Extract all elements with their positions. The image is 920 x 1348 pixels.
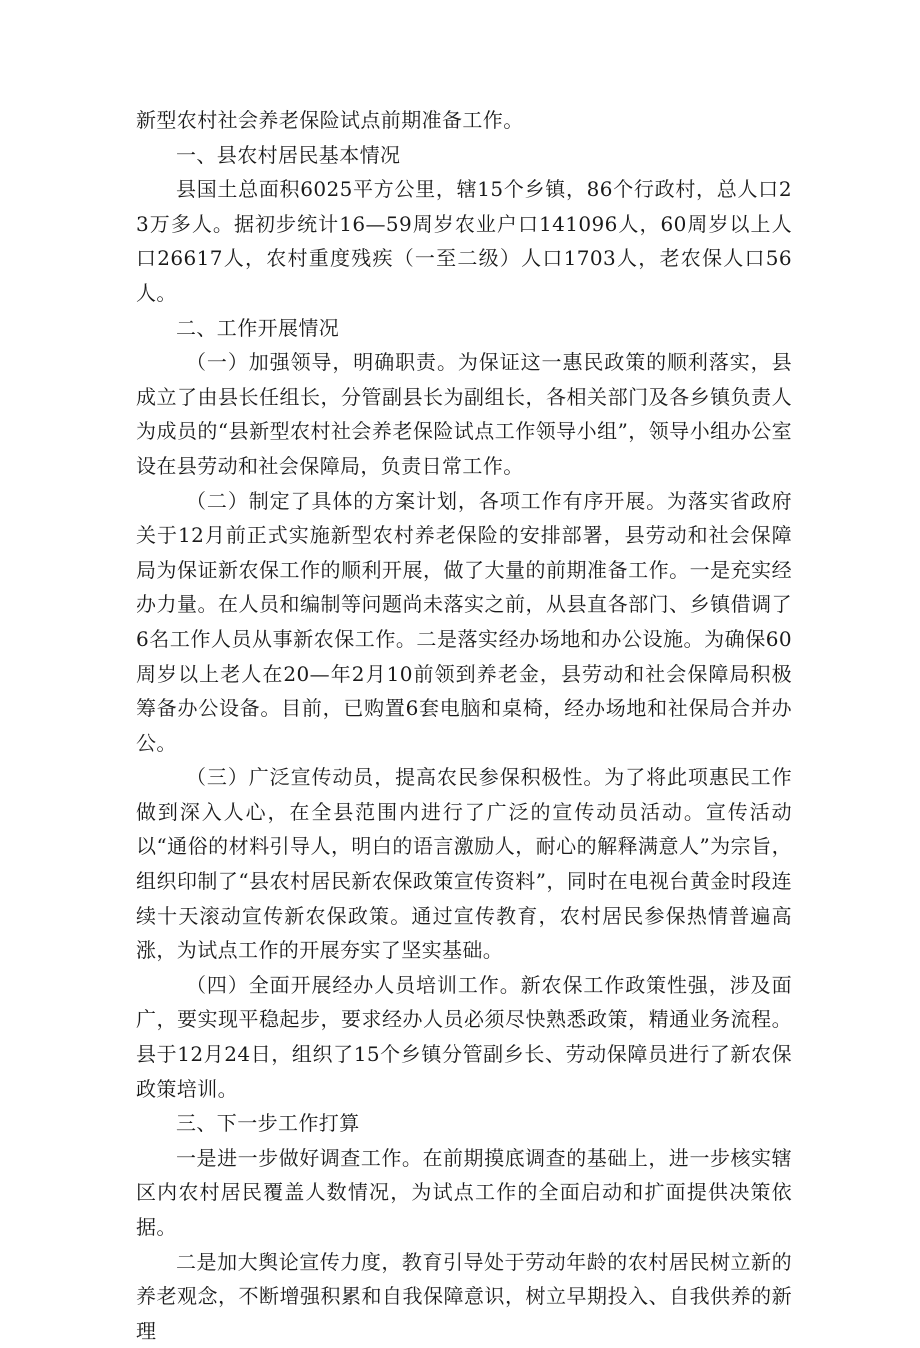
paragraph-leadership: （一）加强领导，明确职责。为保证这一惠民政策的顺利落实，县成立了由县长任组长，分管副县长为副组长，各相关部门及各乡镇负责人为成员的“县新型农村社会养老保险试点工作领导小组”，领导小组办公室设在县劳动和社会保障局，负责日常工作。 — [136, 350, 792, 478]
paragraph-training: （四）全面开展经办人员培训工作。新农保工作政策性强，涉及面广，要实现平稳起步，要求经办人员必须尽快熟悉政策，精通业务流程。县于12月24日，组织了15个乡镇分管副乡长、劳动保障员进行了新农保政策培训。 — [136, 972, 792, 1101]
paragraph-basic-info: 县国土总面积6025平方公里，辖15个乡镇，86个行政村，总人口23万多人。据初步统计16—59周岁农业户口141096人，60周岁以上人口26617人，农村重度残疾（一至二级）人口1703人，老农保人口56人。 — [136, 177, 792, 305]
section-heading-2: 二、工作开展情况 — [176, 315, 340, 340]
paragraph-survey: 一是进一步做好调查工作。在前期摸底调查的基础上，进一步核实辖区内农村居民覆盖人数情况，为试点工作的全面启动和扩面提供决策依据。 — [136, 1145, 792, 1239]
section-heading-1: 一、县农村居民基本情况 — [176, 142, 401, 167]
paragraph-publicity: （三）广泛宣传动员，提高农民参保积极性。为了将此项惠民工作做到深入人心，在全县范围内进行了广泛的宣传动员活动。宣传活动以“通俗的材料引导人，明白的语言激励人，耐心的解释满意人”为宗旨，组织印制了“县农村居民新农保政策宣传资料”，同时在电视台黄金时段连续十天滚动宣传新农保政策。通过宣传教育，农村居民参保热情普遍高涨，为试点工作的开展夯实了坚实基础。 — [136, 765, 792, 963]
document-body — [136, 103, 792, 1348]
section-heading-3: 三、下一步工作打算 — [176, 1111, 360, 1136]
paragraph-plan: （二）制定了具体的方案计划，各项工作有序开展。为落实省政府关于12月前正式实施新型农村养老保险的安排部署，县劳动和社会保障局为保证新农保工作的顺利开展，做了大量的前期准备工作。一是充实经办力量。在人员和编制等问题尚未落实之前，从县直各部门、乡镇借调了6名工作人员从事新农保工作。二是落实经办场地和办公设施。为确保60周岁以上老人在20—年2月10前领到养老金，县劳动和社会保障局积极筹备办公设备。目前，已购置6套电脑和桌椅，经办场地和社保局合并办公。 — [136, 488, 792, 755]
paragraph-opinion: 二是加大舆论宣传力度，教育引导处于劳动年龄的农村居民树立新的养老观念，不断增强积累和自我保障意识，树立早期投入、自我供养的新理 — [136, 1249, 792, 1343]
paragraph-intro-tail: 新型农村社会养老保险试点前期准备工作。 — [136, 108, 524, 132]
